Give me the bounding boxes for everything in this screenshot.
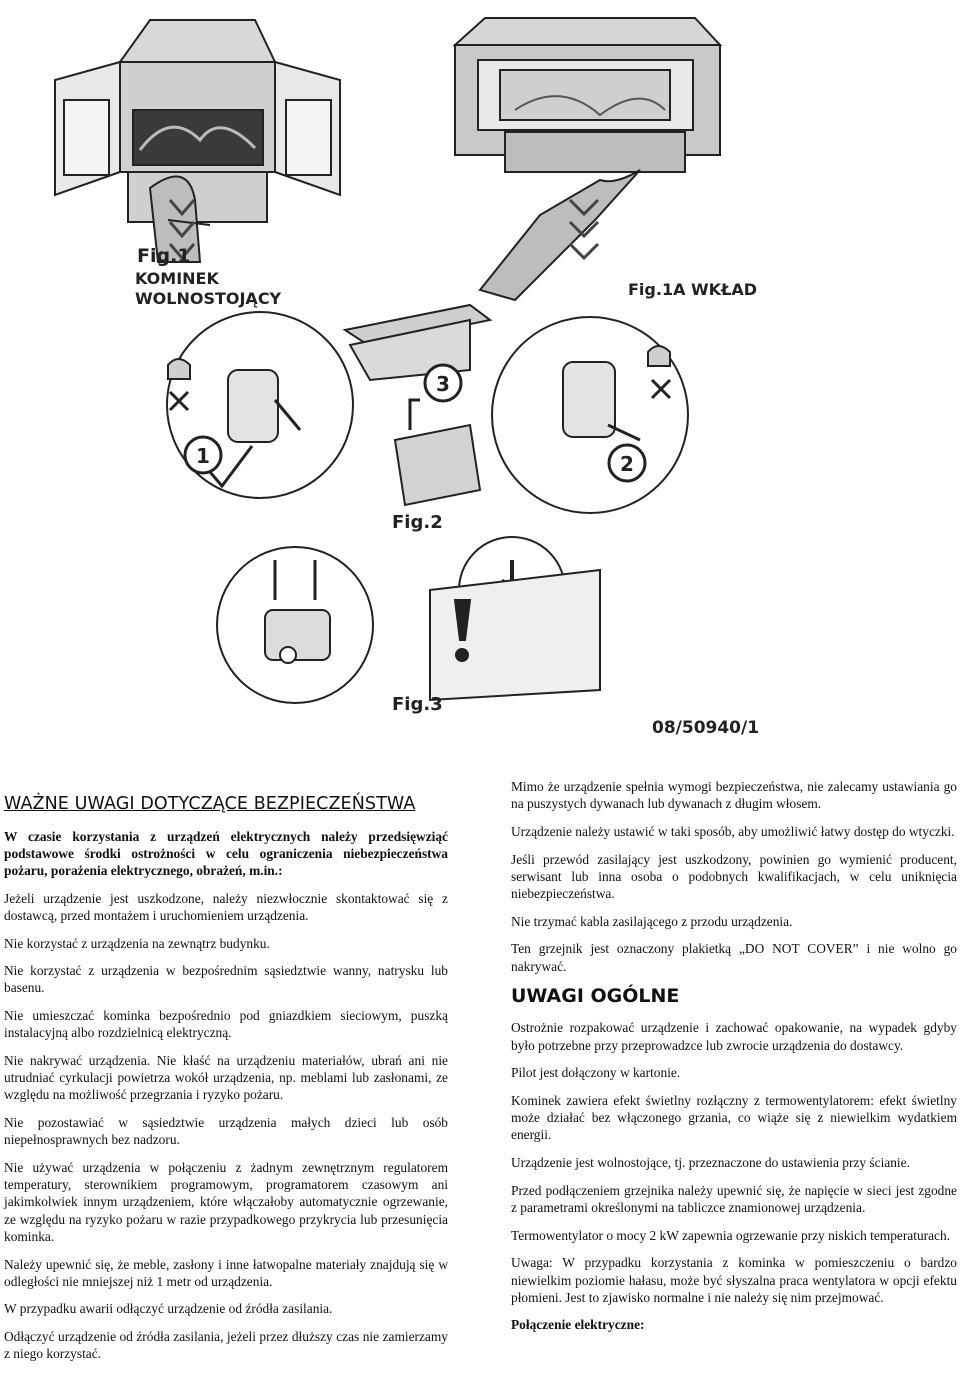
fig1-fireplace-illustration [55,20,340,262]
step-3-badge [425,365,461,401]
left-column [4,778,448,1373]
fig3-right-detail [430,537,600,700]
svg-text:1: 1 [196,444,210,468]
step-2-badge [609,445,645,481]
general-paragraph: Kominek zawiera efekt świetlny rozłączny z termowentylatorem: efekt świetlny może działać bez włączonego grzania, co wiąże się z niewielkim wydatkiem energii. [511,1092,957,1143]
safety-paragraph: W przypadku awarii odłączyć urządzenie od źródła zasilania. [4,1301,333,1317]
fig2-label: Fig.2 [392,512,443,533]
safety-paragraph: Odłączyć urządzenie od źródła zasilania, jeżeli przez dłuższy czas nie zamierzamy z niego korzystać. [4,1329,448,1362]
safety-intro: W czasie korzystania z urządzeń elektrycznych należy przedsięwziąć podstawowe środki ostrożności w celu ograniczenia niebezpieczeństwa pożaru, porażenia elektrycznego, obrażeń, m.in.: [4,829,448,879]
fig1-caption-line2: WOLNOSTOJĄCY [135,289,282,308]
safety-paragraph: Nie używać urządzenia w połączeniu z żadnym zewnętrznym regulatorem temperatury, sterownikiem programowym, programatorem czasowym ani jakimkolwiek innym urządzeniem, które włączałoby automatycznie ogrzewanie, ze względu na ryzyko pożaru w razie przypadkowego przykrycia lub przesunięcia kominka. [4,1160,448,1244]
safety-paragraph: Ten grzejnik jest oznaczony plakietką „DO NOT COVER” i nie wolno go nakrywać. [511,941,957,974]
general-paragraph: Pilot jest dołączony w kartonie. [511,1065,681,1081]
right-column [511,778,957,1344]
safety-paragraph: Nie korzystać z urządzenia na zewnątrz budynku. [4,935,270,951]
fig1a-label: Fig.1A WKŁAD [628,280,758,299]
electrical-connection-subheading: Połączenie elektryczne: [511,1317,645,1333]
fig2-center-assembly [345,305,490,505]
fig1a-insert-illustration [455,18,720,300]
safety-paragraph: Nie trzymać kabla zasilającego z przodu urządzenia. [511,913,793,929]
document-code: 08/50940/1 [652,718,760,738]
safety-paragraph: Nie korzystać z urządzenia w bezpośrednim sąsiedztwie wanny, natrysku lub basenu. [4,963,448,996]
safety-heading: WAŻNE UWAGI DOTYCZĄCE BEZPIECZEŃSTWA [4,794,416,814]
safety-paragraph: Nie umieszczać kominka bezpośrednio pod gniazdkiem sieciowym, puszką instalacyjną albo rozdzielnicą elektryczną. [4,1008,448,1041]
fig2-right-detail [492,317,688,513]
fig3-left-detail [217,547,373,703]
general-paragraph: Termowentylator o mocy 2 kW zapewnia ogrzewanie przy niskich temperaturach. [511,1227,951,1243]
safety-paragraph: Nie pozostawiać w sąsiedztwie urządzenia małych dzieci lub osób niepełnosprawnych bez nadzoru. [4,1115,448,1148]
safety-paragraph: Nie nakrywać urządzenia. Nie kłaść na urządzeniu materiałów, ubrań ani nie utrudniać cyrkulacji powietrza wokół urządzenia, np. meblami lub zasłonami, ze względu na możliwość przegrzania i ryzyko pożaru. [4,1053,448,1103]
safety-paragraph: Urządzenie należy ustawić w taki sposób, aby umożliwić łatwy dostęp do wtyczki. [511,823,955,839]
fig3-label: Fig.3 [392,694,443,715]
general-notes-heading: UWAGI OGÓLNE [511,985,680,1008]
safety-paragraph: Jeśli przewód zasilający jest uszkodzony, powinien go wymienić producent, serwisant lub inna osoba o podobnych kwalifikacjach, w celu uniknięcia niebezpieczeństwa. [511,851,957,902]
safety-paragraph: Mimo że urządzenie spełnia wymogi bezpieczeństwa, nie zalecamy ustawiania go na puszystych dywanach lub dywanach z długim włosem. [511,779,957,812]
safety-paragraph: Należy upewnić się, że meble, zasłony i inne łatwopalne materiały znajdują się w odległości nie mniejszej niż 1 metr od urządzenia. [4,1256,448,1289]
fig1-caption-line1: KOMINEK [135,269,219,288]
general-paragraph: Ostrożnie rozpakować urządzenie i zachować opakowanie, na wypadek gdyby było potrzebne przy przeprowadzce lub zwrocie urządzenia do dostawcy. [511,1020,957,1053]
general-paragraph: Przed podłączeniem grzejnika należy upewnić się, że napięcie w sieci jest zgodne z parametrami określonymi na tabliczce znamionowej urządzenia. [511,1182,957,1215]
fig1-label: Fig.1 [137,245,191,267]
svg-text:2: 2 [620,452,634,476]
step-1-badge [185,437,221,473]
general-paragraph: Uwaga: W przypadku korzystania z kominka w pomieszczeniu o bardzo niewielkim poziomie hałasu, może być słyszalna praca wentylatora w opcji efektu płomieni. Jest to zjawisko normalne i nie należy się nim przejmować. [511,1255,957,1305]
safety-paragraph: Jeżeli urządzenie jest uszkodzone, należy niezwłocznie skontaktować się z dostawcą, przed montażem i uruchomieniem urządzenia. [4,890,448,923]
svg-text:3: 3 [436,372,450,396]
general-paragraph: Urządzenie jest wolnostojące, tj. przeznaczone do ustawienia przy ścianie. [511,1155,910,1171]
